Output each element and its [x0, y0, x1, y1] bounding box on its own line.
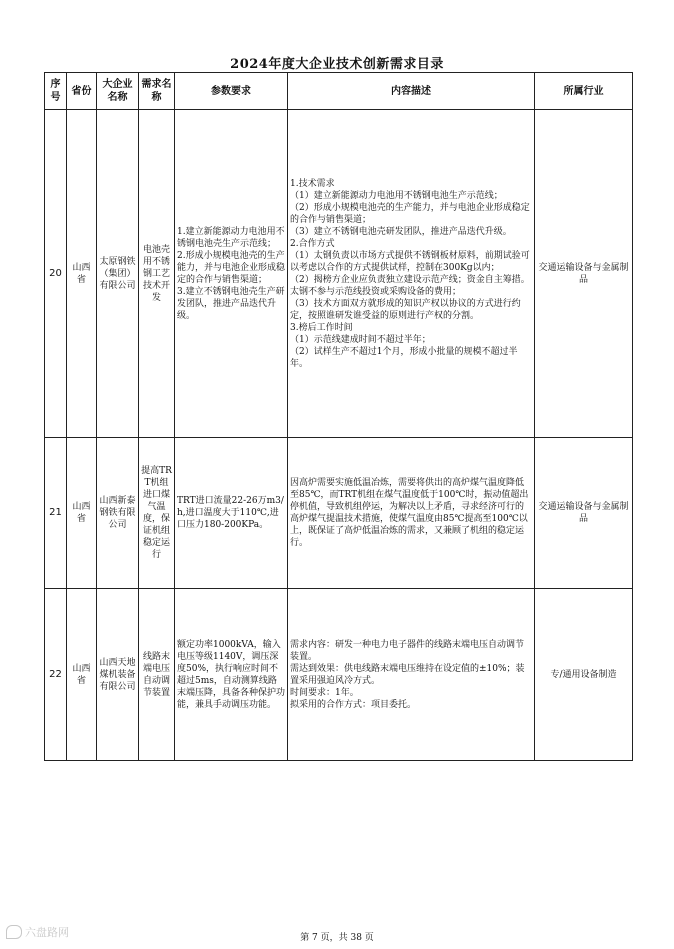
row-params: TRT进口流量22-26万m3/h,进口温度大于110℃,进口压力180-200KPa。 [175, 438, 288, 589]
header-seq: 序号 [45, 73, 67, 110]
row-company: 山西新泰钢铁有限公司 [97, 438, 139, 589]
row-demand: 提高TRT机组进口煤气温度，保证机组稳定运行 [139, 438, 175, 589]
page-title: 2024年度大企业技术创新需求目录 [230, 57, 444, 72]
header-demand: 需求名称 [139, 73, 175, 110]
row-industry: 交通运输设备与金属制品 [535, 110, 633, 438]
table-row [45, 589, 633, 761]
table-row [45, 110, 633, 438]
table-row [45, 438, 633, 589]
row-company: 太原钢铁（集团）有限公司 [97, 110, 139, 438]
header-params: 参数要求 [175, 73, 288, 110]
row-demand: 电池壳用不锈钢工艺技术开发 [139, 110, 175, 438]
row-industry: 专/通用设备制造 [535, 589, 633, 761]
header-company: 大企业名称 [97, 73, 139, 110]
row-province: 山西省 [67, 110, 97, 438]
header-industry: 所属行业 [535, 73, 633, 110]
table-header-row [45, 73, 633, 110]
row-desc: 需求内容：研发一种电力电子器件的线路末端电压自动调节装置。 需达到效果：供电线路末端电压维持在设定值的±10%；装置采用强迫风冷方式。 时间要求：1年。 拟采用的合作方式：项目委托。 [288, 589, 535, 761]
row-seq: 20 [45, 110, 67, 438]
row-params: 1.建立新能源动力电池用不锈钢电池壳生产示范线； 2.形成小规模电池壳的生产能力，并与电池企业形成稳定的合作与销售渠道； 3.建立不锈钢电池壳生产研发团队，推进产品迭代升级。 [175, 110, 288, 438]
header-desc: 内容描述 [288, 73, 535, 110]
row-province: 山西省 [67, 589, 97, 761]
header-province: 省份 [67, 73, 97, 110]
watermark-text: 六盘路网 [25, 926, 69, 939]
page-footer: 第 7 页，共 38 页 [300, 933, 374, 943]
row-desc: 因高炉需要实施低温冶炼，需要将供出的高炉煤气温度降低至85℃，而TRT机组在煤气温度低于100℃时，振动值超出停机值，导致机组停运，为解决以上矛盾，寻求经济可行的高炉煤气提温技术措施，使煤气温度由85℃提高至100℃以上，既保证了高炉低温冶炼的需求，又兼顾了机组的稳定运行。 [288, 438, 535, 589]
row-demand: 线路末端电压自动调节装置 [139, 589, 175, 761]
row-province: 山西省 [67, 438, 97, 589]
row-company: 山西天地煤机装备有限公司 [97, 589, 139, 761]
row-params: 额定功率1000kVA，输入电压等级1140V，调压深度50%，执行响应时间不超过5ms，自动测算线路末端压降，具备各种保护功能，兼具手动调压功能。 [175, 589, 288, 761]
row-industry: 交通运输设备与金属制品 [535, 438, 633, 589]
row-seq: 22 [45, 589, 67, 761]
row-seq: 21 [45, 438, 67, 589]
row-desc: 1.技术需求 （1）建立新能源动力电池用不锈钢电池生产示范线； （2）形成小规模电池壳的生产能力，并与电池企业形成稳定的合作与销售渠道； （3）建立不锈钢电池壳研发团队，推进产品迭代升级。 2.合作方式 （1）太钢负责以市场方式提供不锈钢板材原料，前期试验可以考虑以合作的方式提供试样，控制在300Kg以内； （2）揭榜方企业应负责独立建设示范产线；资金自主筹措。太钢不参与示范线投资或采购设备的费用； （3）技术方面双方就形成的知识产权以协议的方式进行约定，按照谁研发谁受益的原则进行产权的分割。 3.榜后工作时间 （1）示范线建成时间不超过半年； （2）试样生产不超过1个月，形成小批量的规模不超过半年。 [288, 110, 535, 438]
demand-table [44, 72, 633, 761]
